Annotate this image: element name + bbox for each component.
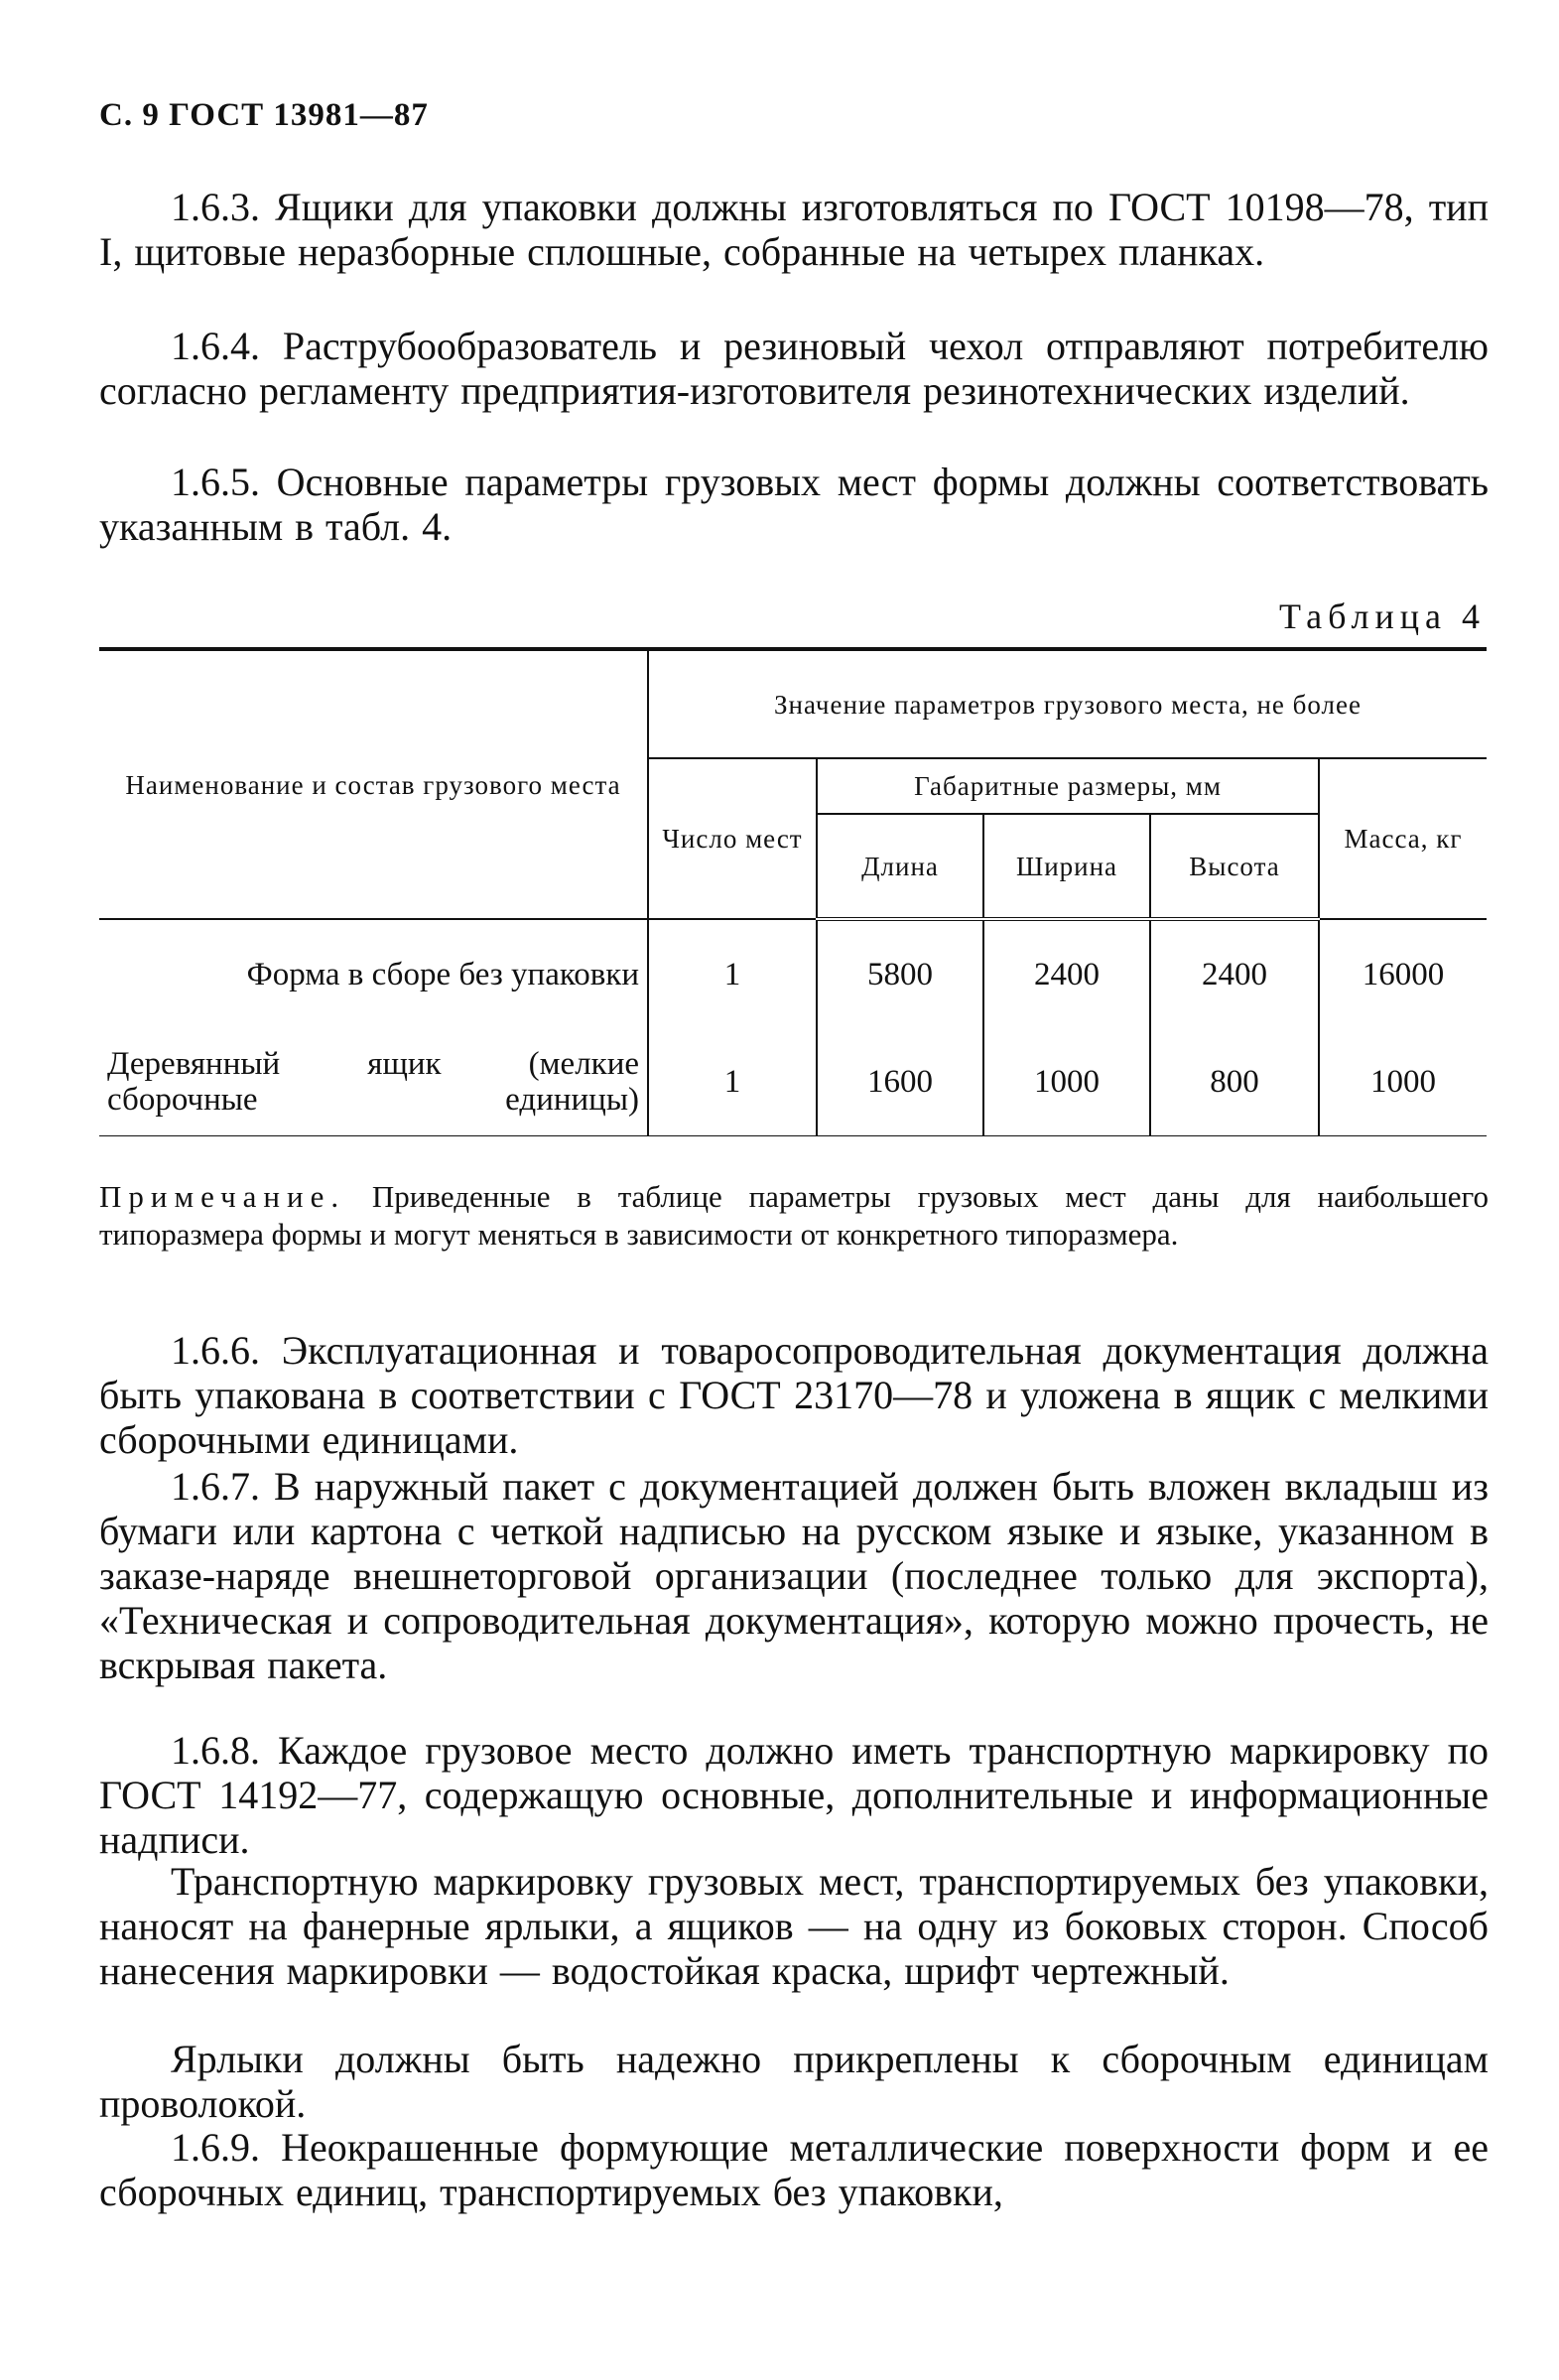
note-text: Приведенные в таблице параметры грузовых мест даны для наибольшего типоразмера формы и могут меняться в зависимости от конкретного типоразмера.	[99, 1179, 1489, 1252]
row-width: 2400	[983, 919, 1150, 1028]
paragraph-1-6-3: 1.6.3. Ящики для упаковки должны изготовляться по ГОСТ 10198—78, тип I, щитовые неразборные сплошные, собранные на четырех планках.	[99, 185, 1489, 274]
parameters-table	[99, 647, 1487, 1136]
row-name: Форма в сборе без упаковки	[246, 956, 639, 992]
page-header: С. 9 ГОСТ 13981—87	[99, 97, 429, 133]
row-width: 1000	[983, 1028, 1150, 1136]
table-row	[99, 919, 1487, 1028]
note-label: Примечание.	[99, 1179, 346, 1214]
header-group: Значение параметров грузового места, не более	[648, 649, 1487, 758]
paragraph-1-6-8: 1.6.8. Каждое грузовое место должно иметь транспортную маркировку по ГОСТ 14192—77, содержащую основные, дополнительные и информационные надписи.	[99, 1728, 1489, 1862]
header-count: Число мест	[648, 758, 817, 919]
table-caption: Таблица 4	[1279, 596, 1486, 636]
header-mass: Масса, кг	[1319, 758, 1487, 919]
paragraph-marking: Транспортную маркировку грузовых мест, транспортируемых без упаковки, наносят на фанерные ярлыки, а ящиков — на одну из боковых сторон. Способ нанесения маркировки — водостойкая краска, шрифт чертежный.	[99, 1859, 1489, 1993]
header-name: Наименование и состав грузового места	[99, 649, 648, 919]
row-count: 1	[648, 1028, 817, 1136]
row-length: 1600	[817, 1028, 983, 1136]
row-height: 2400	[1150, 919, 1319, 1028]
paragraph-1-6-4: 1.6.4. Раструбообразователь и резиновый чехол отправляют потребителю согласно регламенту предприятия-изготовителя резинотехнических изделий.	[99, 324, 1489, 413]
header-dims: Габаритные размеры, мм	[817, 758, 1319, 814]
paragraph-1-6-9: 1.6.9. Неокрашенные формующие металлические поверхности форм и ее сборочных единиц, транспортируемых без упаковки,	[99, 2125, 1489, 2214]
header-length: Длина	[817, 814, 983, 919]
row-length: 5800	[817, 919, 983, 1028]
row-name: Деревянный ящик (мелкие сборочные единицы)	[107, 1046, 639, 1118]
header-width: Ширина	[983, 814, 1150, 919]
row-height: 800	[1150, 1028, 1319, 1136]
row-count: 1	[648, 919, 817, 1028]
row-mass: 16000	[1319, 919, 1487, 1028]
paragraph-1-6-7: 1.6.7. В наружный пакет с документацией должен быть вложен вкладыш из бумаги или картона с четкой надписью на русском языке и языке, указанном в заказе-наряде внешнеторговой организации (последнее только для экспорта), «Техническая и сопроводительная документация», которую можно прочесть, не вскрывая пакета.	[99, 1464, 1489, 1687]
paragraph-1-6-5: 1.6.5. Основные параметры грузовых мест формы должны соответствовать указанным в табл. 4.	[99, 460, 1489, 549]
paragraph-1-6-6: 1.6.6. Эксплуатационная и товаросопроводительная документация должна быть упакована в соответствии с ГОСТ 23170—78 и уложена в ящик с мелкими сборочными единицами.	[99, 1328, 1489, 1462]
paragraph-labels: Ярлыки должны быть надежно прикреплены к сборочным единицам проволокой.	[99, 2037, 1489, 2126]
header-height: Высота	[1150, 814, 1319, 919]
row-mass: 1000	[1319, 1028, 1487, 1136]
table-row	[99, 1028, 1487, 1136]
table-note	[99, 1178, 1489, 1254]
